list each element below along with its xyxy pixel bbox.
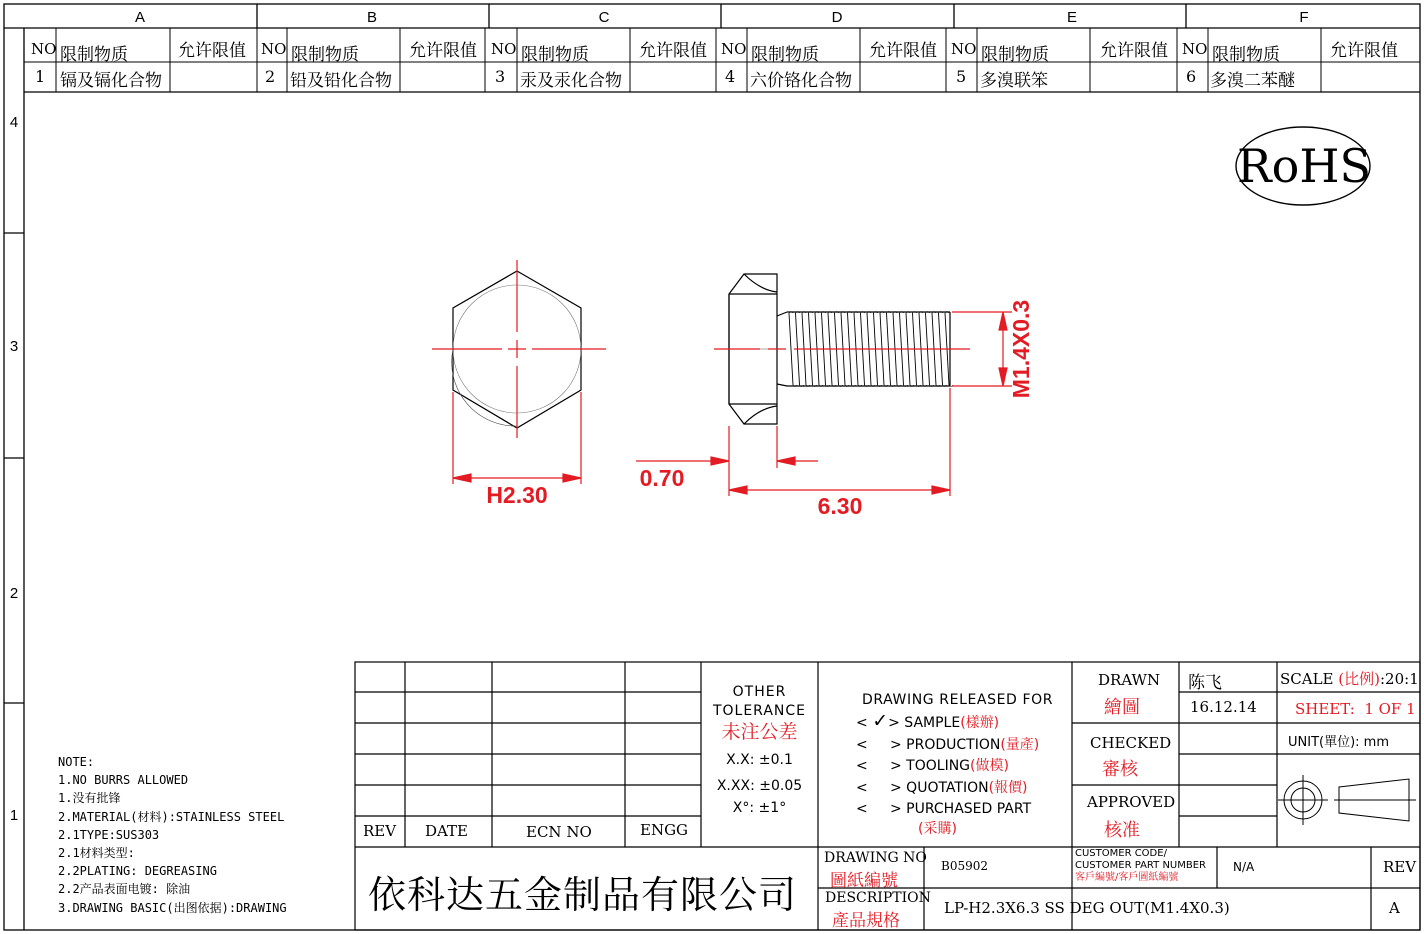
drawn-name: 陈飞 (1188, 673, 1222, 693)
note-line: NOTE: (58, 755, 95, 769)
table-header-limit: 允许限值 (869, 41, 937, 61)
approved-label-cn: 核准 (1104, 820, 1140, 841)
date-header: DATE (425, 822, 468, 840)
company-name: 依科达五金制品有限公司 (368, 873, 798, 917)
dimension-texts (486, 300, 1034, 519)
table-cell-no: 1 (35, 67, 46, 86)
zone-col-label: E (1066, 9, 1078, 26)
release-item-purchased[interactable]: < > PURCHASED PART (856, 801, 1032, 818)
drawn-label-cn: 繪圖 (1104, 697, 1140, 718)
drawn-label: DRAWN (1098, 671, 1161, 689)
zone-row-label: 2 (9, 585, 19, 602)
table-cell-substance: 汞及汞化合物 (520, 71, 622, 91)
table-header-limit: 允许限值 (1100, 41, 1168, 61)
description-label: DESCRIPTION (825, 890, 931, 906)
release-list (856, 711, 1039, 821)
note-line: 2.MATERIAL(材料):STAINLESS STEEL (58, 809, 285, 824)
checked-label: CHECKED (1090, 734, 1172, 752)
tolerance-xx: X.X: ±0.1 (726, 752, 793, 768)
drawing-no-label-cn: 圖紙編號 (830, 871, 898, 891)
rev-value: A (1389, 899, 1400, 917)
table-header-no: NO (721, 40, 747, 58)
note-line: 3.DRAWING BASIC(出图依据):DRAWING (58, 900, 287, 915)
zone-col-label: D (831, 9, 843, 26)
zone-col-label: F (1299, 9, 1309, 26)
note-line: 2.2产品表面电镀: 除油 (58, 882, 191, 897)
table-header-substance: 限制物质 (981, 45, 1049, 65)
note-line: 2.1TYPE:SUS303 (58, 827, 160, 842)
table-cell-no: 5 (956, 67, 967, 86)
tolerance-title-cn: 未注公差 (721, 721, 798, 743)
description-value: LP-H2.3X6.3 SS DEG OUT(M1.4X0.3) (944, 899, 1230, 917)
ecn-header: ECN NO (526, 823, 592, 841)
table-header-no: NO (1182, 40, 1208, 58)
release-item-production[interactable]: < > PRODUCTION(量產) (856, 736, 1040, 753)
customer-code-value: N/A (1233, 860, 1255, 874)
release-title: DRAWING RELEASED FOR (862, 692, 1054, 708)
dim-thread: M1.4X0.3 (1008, 299, 1034, 399)
engg-header: ENGG (640, 821, 689, 839)
table-cell-no: 4 (725, 67, 736, 86)
table-header-substance: 限制物质 (521, 45, 589, 65)
release-item-tooling[interactable]: < > TOOLING(做模) (856, 758, 1009, 775)
approved-label: APPROVED (1087, 793, 1176, 811)
side-dimensions (636, 312, 1012, 496)
release-item-sample[interactable]: < ✓> SAMPLE(樣辦) (856, 710, 1000, 732)
zone-row-label: 1 (9, 807, 19, 824)
tolerance-title2: TOLERANCE (712, 703, 807, 719)
dim-head-height: 0.70 (639, 465, 685, 491)
release-item-quotation[interactable]: < > QUOTATION(報價) (856, 779, 1028, 796)
projection-symbol (1278, 775, 1416, 825)
rohs-label: RoHS (1237, 139, 1371, 193)
zone-row-label: 3 (9, 338, 19, 355)
table-header-substance: 限制物质 (1212, 45, 1280, 65)
table-header-limit: 允许限值 (178, 41, 246, 61)
note-line: 2.1材料类型: (58, 846, 135, 861)
notes-block (58, 753, 287, 917)
table-header-substance: 限制物质 (291, 45, 359, 65)
table-cell-substance: 多溴二苯醚 (1210, 71, 1295, 91)
note-line: 2.2PLATING: DEGREASING (58, 864, 217, 879)
table-header-no: NO (491, 40, 517, 58)
customer-code-label: CUSTOMER CODE/ CUSTOMER PART NUMBER 客戶編號/客戶圖紙編號 (1075, 848, 1206, 883)
tolerance-deg: X°: ±1° (732, 800, 787, 816)
zone-row-label: 4 (9, 114, 19, 131)
table-header-limit: 允许限值 (639, 41, 707, 61)
drawn-date: 16.12.14 (1190, 698, 1257, 716)
tolerance-title1: OTHER (732, 684, 787, 700)
checked-label-cn: 審核 (1102, 759, 1138, 780)
rev-label: REV (1383, 858, 1417, 876)
table-cell-no: 6 (1186, 67, 1197, 86)
check-mark-icon: ✓ (872, 710, 889, 732)
table-header-substance: 限制物质 (751, 45, 819, 65)
drawing-no-value: B05902 (941, 859, 988, 873)
table-header-substance: 限制物质 (60, 45, 128, 65)
dim-hex-width: H2.30 (486, 482, 548, 508)
note-line: 1.没有批锋 (58, 791, 121, 806)
sheet-field: SHEET: 1 OF 1 (1295, 700, 1416, 718)
table-cell-no: 2 (265, 67, 276, 86)
table-cell-no: 3 (495, 67, 506, 86)
table-header-no: NO (261, 40, 287, 58)
table-header-limit: 允许限值 (1330, 41, 1398, 61)
tolerance-block (701, 684, 818, 816)
zone-col-label: C (598, 9, 610, 26)
table-header-limit: 允许限值 (409, 41, 477, 61)
rev-header: REV (363, 822, 397, 840)
table-header-no: NO (951, 40, 977, 58)
table-cell-substance: 六价铬化合物 (750, 71, 852, 91)
table-cell-substance: 铅及铅化合物 (290, 71, 392, 91)
note-line: 1.NO BURRS ALLOWED (58, 773, 189, 788)
zone-col-label: B (366, 9, 378, 26)
unit-field: UNIT(單位): mm (1288, 735, 1390, 750)
description-label-cn: 產品規格 (832, 911, 900, 931)
release-purchased-cn: (采購) (918, 821, 957, 837)
zone-col-label: A (134, 9, 146, 26)
hex-front-view (432, 260, 606, 484)
table-cell-substance: 镉及镉化合物 (60, 71, 162, 91)
dim-length: 6.30 (817, 493, 863, 519)
table-header-no: NO (31, 40, 57, 58)
scale-field: SCALE (比例):20:1 (1280, 670, 1419, 688)
tolerance-xxx: X.XX: ±0.05 (716, 778, 803, 794)
table-cell-substance: 多溴联笨 (980, 71, 1048, 91)
drawing-no-label: DRAWING NO (824, 850, 927, 866)
